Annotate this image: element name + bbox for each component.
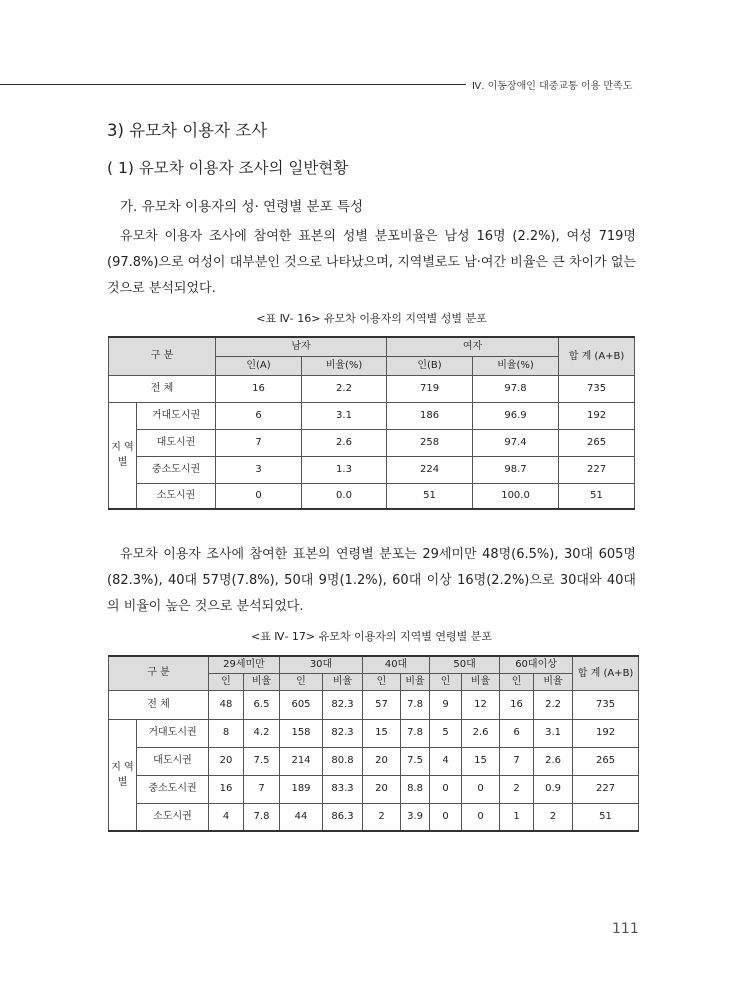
header-age-30s: 30대 — [280, 656, 363, 673]
cell: 2 — [534, 803, 573, 831]
header-total: 합 계 (A+B) — [559, 337, 635, 375]
cell: 7.8 — [244, 803, 280, 831]
cell: 258 — [387, 429, 473, 456]
cell: 189 — [280, 775, 323, 803]
cell: 100.0 — [473, 483, 559, 509]
cell: 227 — [559, 456, 635, 483]
header-count: 인 — [280, 673, 323, 690]
table-caption-gender: <표 Ⅳ- 16> 유모차 이용자의 지역별 성별 분포 — [256, 312, 487, 325]
cell: 15 — [462, 747, 500, 775]
cell: 2.6 — [534, 747, 573, 775]
header-male-pct: 비율(%) — [302, 356, 387, 375]
sub-subsection-heading: 가. 유모차 이용자의 성· 연령별 분포 특성 — [120, 199, 363, 215]
header-pct: 비율 — [401, 673, 430, 690]
cell: 0 — [430, 775, 462, 803]
row-label: 대도시권 — [137, 429, 216, 456]
page-number: 111 — [612, 921, 639, 937]
cell: 0 — [462, 775, 500, 803]
cell: 9 — [430, 690, 462, 719]
cell: 4 — [209, 803, 244, 831]
cell: 16 — [209, 775, 244, 803]
cell: 51 — [559, 483, 635, 509]
paragraph-gender: 유모차 이용자 조사에 참여한 표본의 성별 분포비율은 남성 16명 (2.2%), 여성 719명 (97.8%)으로 여성이 대부분인 것으로 나타났으며, 지역별로도 남·여간 비율은 큰 차이가 없는 것으로 분석되었다. — [107, 229, 636, 296]
cell: 20 — [209, 747, 244, 775]
cell: 735 — [573, 690, 639, 719]
header-age-50s: 50대 — [430, 656, 500, 673]
row-label: 전 체 — [109, 690, 209, 719]
cell: 3.1 — [534, 719, 573, 747]
age-distribution-table — [108, 655, 639, 832]
cell: 719 — [387, 375, 473, 402]
cell: 2.6 — [462, 719, 500, 747]
row-label: 중소도시권 — [137, 456, 216, 483]
cell: 0.9 — [534, 775, 573, 803]
cell: 605 — [280, 690, 323, 719]
cell: 2 — [363, 803, 401, 831]
cell: 51 — [387, 483, 473, 509]
cell: 5 — [430, 719, 462, 747]
table-row — [109, 456, 635, 483]
section-heading: 3) 유모차 이용자 조사 — [107, 121, 268, 140]
header-rule — [0, 84, 466, 85]
cell: 16 — [216, 375, 302, 402]
row-label: 소도시권 — [137, 483, 216, 509]
cell: 6 — [216, 402, 302, 429]
table-row-total — [109, 690, 639, 719]
row-label: 거대도시권 — [137, 719, 209, 747]
table-row — [109, 429, 635, 456]
cell: 82.3 — [323, 690, 363, 719]
cell: 3 — [216, 456, 302, 483]
cell: 7.5 — [401, 747, 430, 775]
cell: 0.0 — [302, 483, 387, 509]
cell: 86.3 — [323, 803, 363, 831]
cell: 2.6 — [302, 429, 387, 456]
cell: 158 — [280, 719, 323, 747]
header-pct: 비율 — [323, 673, 363, 690]
region-group-label: 지 역 별 — [109, 402, 137, 509]
cell: 44 — [280, 803, 323, 831]
cell: 192 — [573, 719, 639, 747]
cell: 80.8 — [323, 747, 363, 775]
header-age-20s: 29세미만 — [209, 656, 280, 673]
cell: 4 — [430, 747, 462, 775]
header-female: 여자 — [387, 337, 559, 356]
cell: 16 — [500, 690, 534, 719]
header-count: 인 — [430, 673, 462, 690]
cell: 0 — [216, 483, 302, 509]
header-pct: 비율 — [244, 673, 280, 690]
cell: 7 — [216, 429, 302, 456]
header-male: 남자 — [216, 337, 387, 356]
cell: 265 — [559, 429, 635, 456]
header-count: 인 — [363, 673, 401, 690]
cell: 51 — [573, 803, 639, 831]
header-count: 인 — [209, 673, 244, 690]
cell: 0 — [462, 803, 500, 831]
header-group: 구 분 — [109, 656, 209, 690]
row-label: 거대도시권 — [137, 402, 216, 429]
gender-distribution-table — [108, 336, 635, 510]
table-row — [109, 483, 635, 509]
table-row — [109, 775, 639, 803]
cell: 2.2 — [302, 375, 387, 402]
cell: 7.5 — [244, 747, 280, 775]
cell: 4.2 — [244, 719, 280, 747]
header-age-60s: 60대이상 — [500, 656, 573, 673]
cell: 97.8 — [473, 375, 559, 402]
cell: 265 — [573, 747, 639, 775]
subsection-heading: ( 1) 유모차 이용자 조사의 일반현황 — [107, 159, 349, 177]
cell: 1.3 — [302, 456, 387, 483]
cell: 83.3 — [323, 775, 363, 803]
cell: 7 — [500, 747, 534, 775]
cell: 7.8 — [401, 719, 430, 747]
cell: 57 — [363, 690, 401, 719]
cell: 224 — [387, 456, 473, 483]
header-group: 구 분 — [109, 337, 216, 375]
cell: 8.8 — [401, 775, 430, 803]
row-label: 중소도시권 — [137, 775, 209, 803]
cell: 214 — [280, 747, 323, 775]
header-count: 인 — [500, 673, 534, 690]
cell: 6 — [500, 719, 534, 747]
cell: 96.9 — [473, 402, 559, 429]
cell: 20 — [363, 775, 401, 803]
cell: 98.7 — [473, 456, 559, 483]
header-female-pct: 비율(%) — [473, 356, 559, 375]
cell: 7.8 — [401, 690, 430, 719]
header-pct: 비율 — [462, 673, 500, 690]
header-total: 합 계 (A+B) — [573, 656, 639, 690]
cell: 735 — [559, 375, 635, 402]
cell: 12 — [462, 690, 500, 719]
cell: 186 — [387, 402, 473, 429]
table-row-total — [109, 375, 635, 402]
running-header: Ⅳ. 이동장애인 대중교통 이용 만족도 — [472, 81, 633, 92]
header-female-count: 인(B) — [387, 356, 473, 375]
cell: 192 — [559, 402, 635, 429]
paragraph-age: 유모차 이용자 조사에 참여한 표본의 연령별 분포는 29세미만 48명(6.5%), 30대 605명(82.3%), 40대 57명(7.8%), 50대 9명(1.2%), 60대 이상 16명(2.2%)으로 30대와 40대의 비율이 높은 것으로 분석되었다. — [107, 547, 636, 614]
cell: 8 — [209, 719, 244, 747]
cell: 97.4 — [473, 429, 559, 456]
cell: 20 — [363, 747, 401, 775]
cell: 2.2 — [534, 690, 573, 719]
cell: 227 — [573, 775, 639, 803]
row-label: 대도시권 — [137, 747, 209, 775]
cell: 15 — [363, 719, 401, 747]
cell: 2 — [500, 775, 534, 803]
table-row — [109, 747, 639, 775]
table-caption-age: <표 Ⅳ- 17> 유모차 이용자의 지역별 연령별 분포 — [250, 630, 493, 643]
region-group-label: 지 역 별 — [109, 719, 137, 831]
header-pct: 비율 — [534, 673, 573, 690]
cell: 7 — [244, 775, 280, 803]
header-age-40s: 40대 — [363, 656, 430, 673]
cell: 1 — [500, 803, 534, 831]
cell: 3.9 — [401, 803, 430, 831]
cell: 3.1 — [302, 402, 387, 429]
table-row — [109, 803, 639, 831]
table-row — [109, 719, 639, 747]
cell: 6.5 — [244, 690, 280, 719]
header-male-count: 인(A) — [216, 356, 302, 375]
cell: 48 — [209, 690, 244, 719]
cell: 0 — [430, 803, 462, 831]
row-label: 소도시권 — [137, 803, 209, 831]
cell: 82.3 — [323, 719, 363, 747]
table-row — [109, 402, 635, 429]
row-label: 전 체 — [109, 375, 216, 402]
